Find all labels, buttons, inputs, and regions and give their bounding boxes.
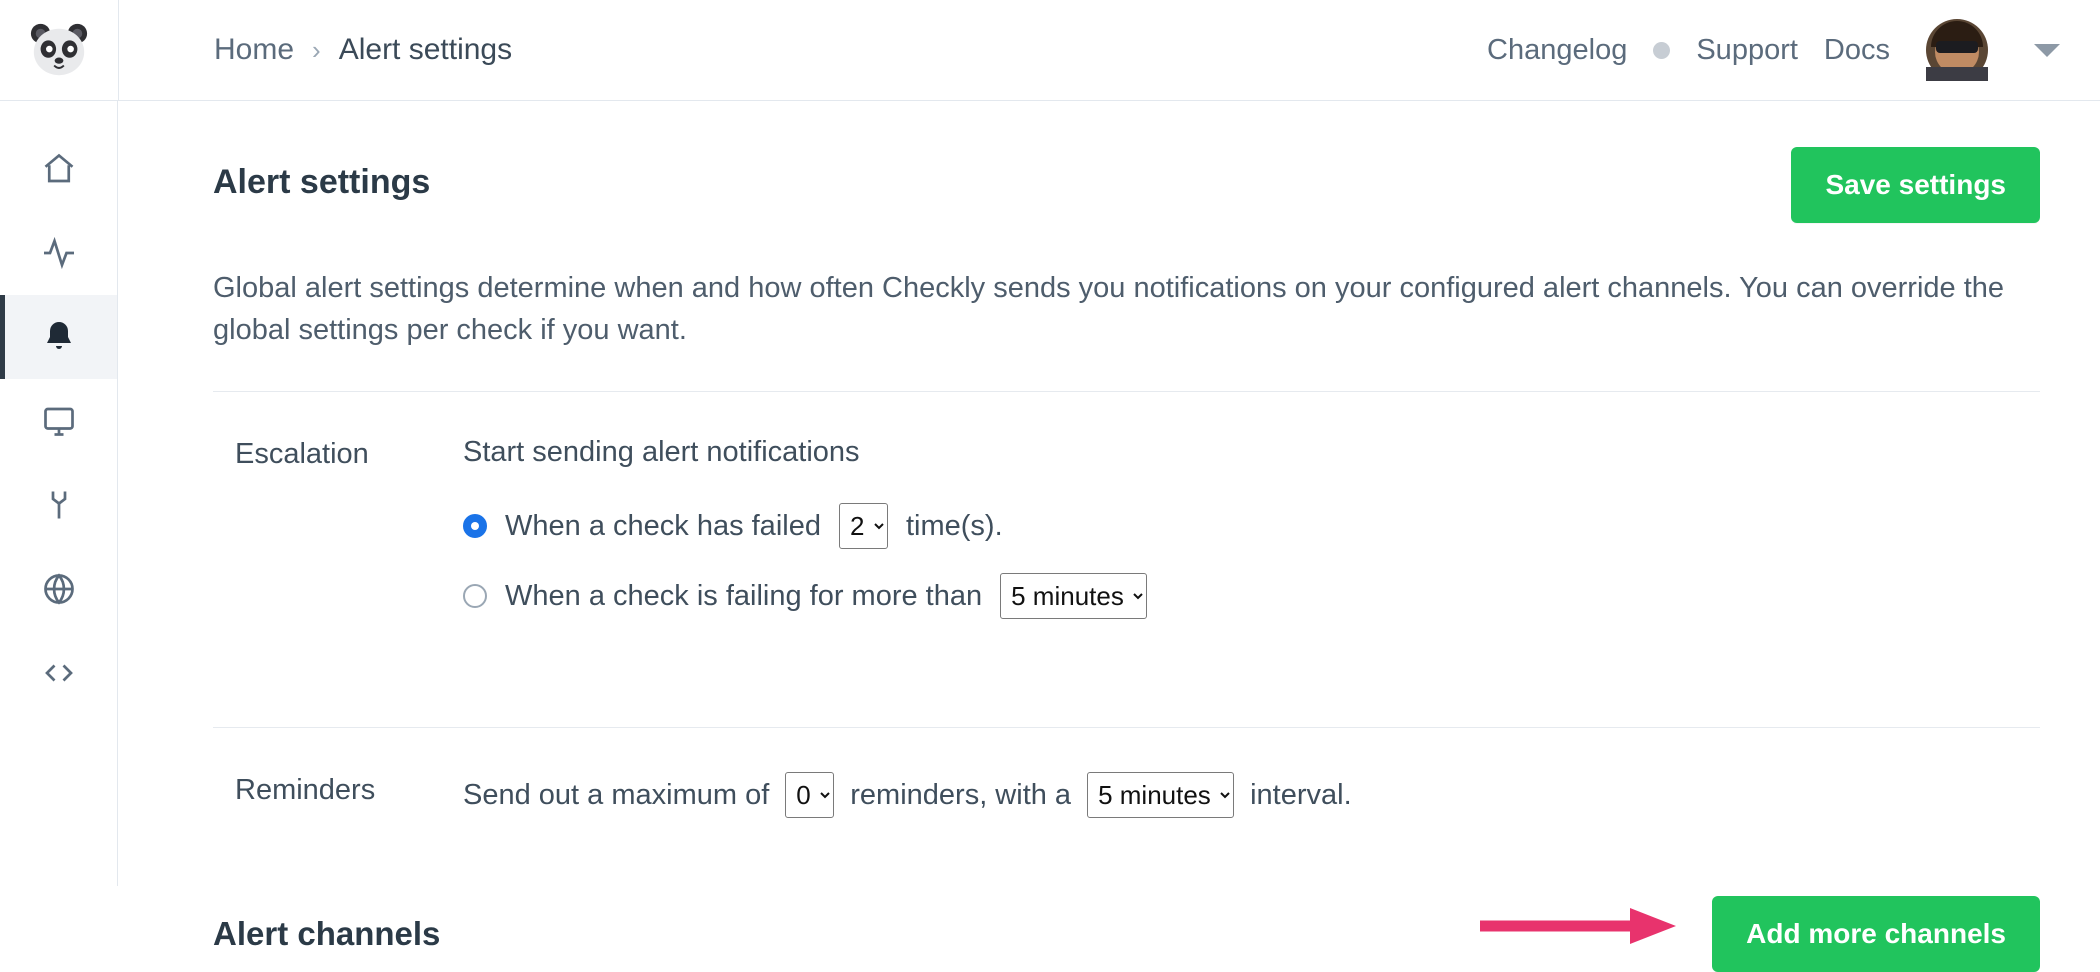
activity-icon <box>41 235 77 271</box>
sidebar-item-maintenance[interactable] <box>0 463 117 547</box>
avatar-sunglasses <box>1936 41 1978 53</box>
avatar[interactable] <box>1926 19 1988 81</box>
failed-times-select[interactable] <box>839 503 888 549</box>
wrench-icon <box>41 487 77 523</box>
escalation-body <box>463 436 2040 643</box>
bell-icon <box>41 319 77 355</box>
sidebar-item-api[interactable] <box>0 631 117 715</box>
radio-failing-for-label: When a check is failing for more than <box>505 579 983 612</box>
nav-docs[interactable]: Docs <box>1823 33 1890 66</box>
escalation-option-failed[interactable] <box>463 503 2040 549</box>
reminders-body <box>463 772 2040 818</box>
sidebar-item-dashboards[interactable] <box>0 379 117 463</box>
breadcrumb-separator-icon: › <box>312 34 321 65</box>
radio-failed-times-label: When a check has failed <box>505 509 821 542</box>
radio-failed-times[interactable] <box>463 514 487 538</box>
reminders-row <box>213 728 2040 862</box>
monitor-icon <box>41 403 77 439</box>
sidebar <box>0 101 118 886</box>
reminders-line <box>463 772 2040 818</box>
reminders-text-after: interval. <box>1250 778 1352 811</box>
sidebar-item-alerts[interactable] <box>0 295 117 379</box>
logo-cell[interactable] <box>0 0 119 100</box>
page-description: Global alert settings determine when and how often Checkly sends you notifications on your configured alert channels. You can override the global settings per check if you want. <box>213 272 2005 347</box>
save-settings-button[interactable]: Save settings <box>1791 147 2040 223</box>
escalation-label: Escalation <box>235 438 369 471</box>
top-nav <box>1487 0 2100 100</box>
sidebar-item-home[interactable] <box>0 127 117 211</box>
nav-changelog[interactable]: Changelog <box>1487 33 1628 66</box>
chevron-down-icon[interactable] <box>2034 44 2060 57</box>
nav-support[interactable]: Support <box>1696 33 1798 66</box>
failed-times-suffix: time(s). <box>905 509 1003 542</box>
breadcrumb-current: Alert settings <box>338 33 513 66</box>
top-bar <box>0 0 2100 101</box>
failing-for-select[interactable] <box>1000 573 1147 619</box>
panda-logo-icon <box>28 19 90 81</box>
alert-channels-title: Alert channels <box>213 915 441 953</box>
add-more-channels-button[interactable]: Add more channels <box>1712 896 2040 972</box>
reminders-interval-select[interactable] <box>1087 772 1234 818</box>
reminders-label: Reminders <box>235 774 376 807</box>
radio-failing-for[interactable] <box>463 584 487 608</box>
globe-icon <box>41 571 77 607</box>
main-content <box>118 101 2100 953</box>
breadcrumb <box>119 0 512 100</box>
escalation-option-failing-for[interactable] <box>463 573 2040 619</box>
reminders-text-before: Send out a maximum of <box>463 778 770 811</box>
changelog-dot-icon <box>1653 42 1670 59</box>
escalation-row <box>213 392 2040 687</box>
reminders-text-middle: reminders, with a <box>850 778 1072 811</box>
body-row <box>0 101 2100 953</box>
breadcrumb-home[interactable]: Home <box>214 33 295 66</box>
reminders-count-select[interactable] <box>785 772 834 818</box>
sidebar-item-status-pages[interactable] <box>0 547 117 631</box>
pink-arrow-annotation-icon <box>1480 904 1680 948</box>
page-header <box>213 147 2040 223</box>
page-title: Alert settings <box>213 163 431 201</box>
code-icon <box>41 655 77 691</box>
sidebar-item-checks[interactable] <box>0 211 117 295</box>
alert-channels-header <box>213 896 2040 972</box>
escalation-heading: Start sending alert notifications <box>463 436 860 469</box>
avatar-shirt <box>1926 67 1988 81</box>
home-icon <box>41 151 77 187</box>
